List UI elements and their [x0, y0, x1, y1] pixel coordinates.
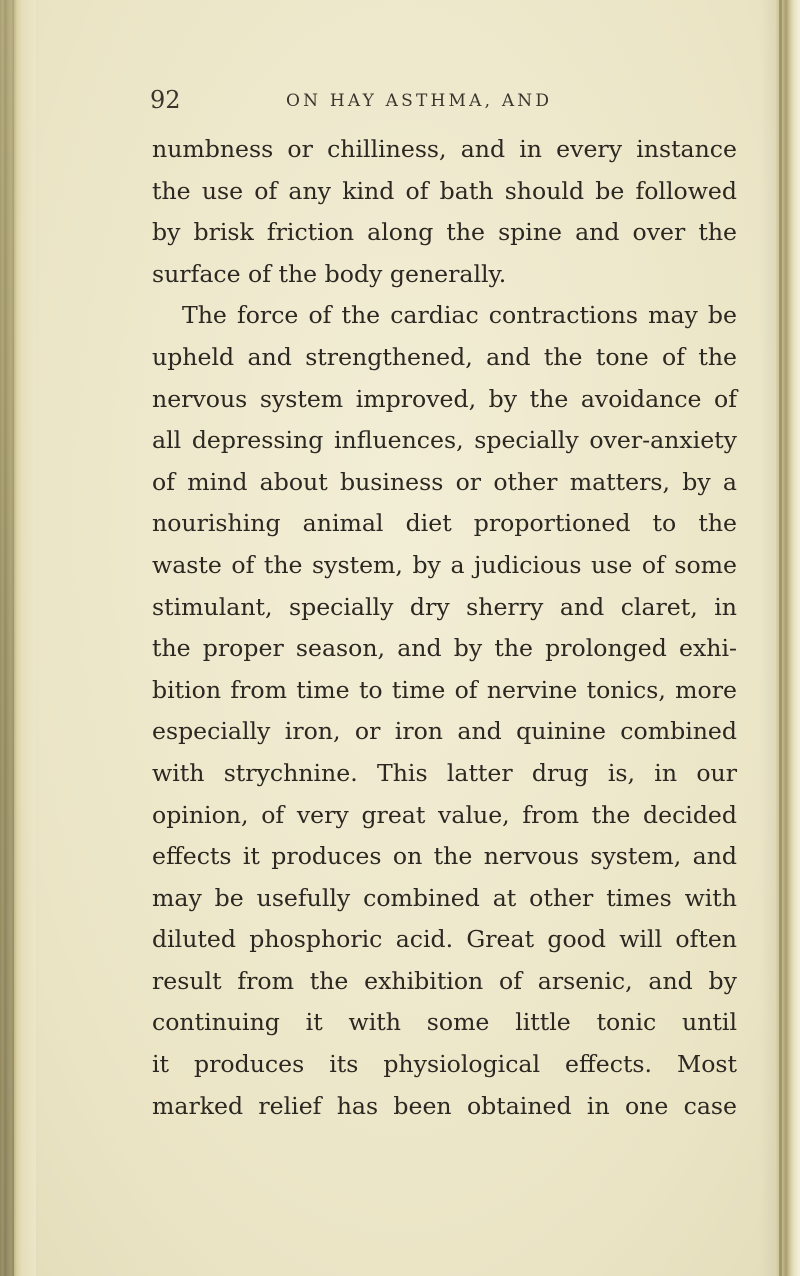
- text-line: of mind about business or other matters, by a: [152, 467, 737, 496]
- text-line: effects it produces on the nervous system, and: [152, 842, 737, 871]
- running-head: ON HAY ASTHMA, AND: [286, 91, 553, 111]
- text-line: diluted phosphoric acid. Great good will often: [152, 925, 737, 954]
- page-number: 92: [150, 86, 181, 114]
- text-line: nervous system improved, by the avoidance of: [152, 384, 737, 413]
- text-line: numbness or chilliness, and in every instance: [152, 135, 737, 163]
- text-line: with strychnine. This latter drug is, in our: [152, 758, 737, 787]
- text-line: bition from time to time of nervine tonics, more: [152, 675, 737, 704]
- text-line: continuing it with some little tonic until: [152, 1008, 737, 1037]
- text-line: result from the exhibition of arsenic, and by: [152, 966, 737, 995]
- text-line: nourishing animal diet proportioned to the: [152, 509, 737, 538]
- page-header: [150, 80, 730, 120]
- binding-shadow: [0, 0, 14, 1276]
- text-line: the proper season, and by the prolonged exhi-: [152, 634, 737, 663]
- page-edge-line: [779, 0, 782, 1276]
- text-line: especially iron, or iron and quinine combined: [152, 717, 737, 746]
- text-line: opinion, of very great value, from the decided: [152, 800, 737, 829]
- text-line: the use of any kind of bath should be followed: [152, 176, 737, 205]
- text-line: it produces its physiological effects. Most: [152, 1050, 737, 1079]
- text-line: all depressing influences, specially over-anxiety: [152, 426, 737, 455]
- text-line: marked relief has been obtained in one case: [152, 1091, 737, 1120]
- text-line: upheld and strengthened, and the tone of the: [152, 342, 737, 371]
- text-line: by brisk friction along the spine and over the: [152, 218, 737, 247]
- text-line: waste of the system, by a judicious use of some: [152, 550, 737, 579]
- body-text: [152, 129, 737, 1127]
- text-line: stimulant, specially dry sherry and claret, in: [152, 592, 737, 621]
- text-line: The force of the cardiac contractions may be: [182, 301, 737, 330]
- text-line: surface of the body generally.: [152, 259, 507, 288]
- text-line: may be usefully combined at other times with: [152, 883, 737, 912]
